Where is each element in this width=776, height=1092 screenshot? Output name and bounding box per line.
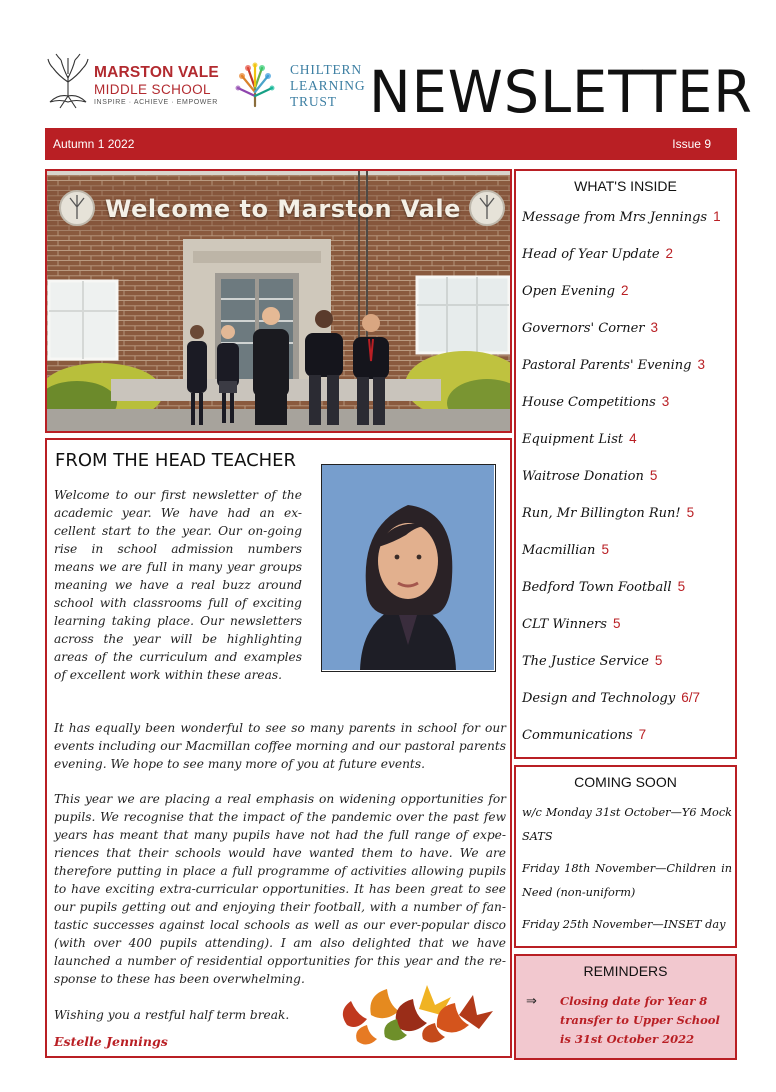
trust-name-line1: CHILTERN [290,62,362,77]
toc-page: 7 [638,727,647,742]
coming-soon-item: w/c Monday 31st October—Y6 Mock SATS [522,806,732,843]
toc-item[interactable] [522,283,628,299]
toc-item[interactable] [522,653,662,669]
toc-item[interactable] [522,727,646,743]
toc-label: The Justice Service [522,654,649,669]
toc-page: 2 [620,283,629,298]
issue-label: Issue 9 [672,137,711,151]
toc-page: 3 [661,394,670,409]
paragraph-closing: Wishing you a restful half term break. [54,1008,290,1022]
toc-page: 3 [650,320,659,335]
paragraph-welcome: Welcome to our first newsletter of the academic year. We have had an ex-cellent start to the year. Our on-going rise in school admission numbers means we are full in many year groups meaning we have a real buzz around school with classrooms full of exciting learning taking place. Our newsletters across the year will be highlighting areas of the curriculum and examples of excellent work within these areas. [54,488,302,682]
school-motto: INSPIRE · ACHIEVE · EMPOWER [94,99,218,106]
toc-label: Equipment List [522,432,624,447]
signature: Estelle Jennings [54,1034,168,1049]
toc-page: 5 [677,579,686,594]
toc-label: Bedford Town Football [522,580,672,595]
toc-item[interactable] [522,209,721,225]
toc-label: House Competitions [522,395,656,410]
head-teacher-portrait [321,464,496,672]
toc-label: Macmillian [522,543,596,558]
toc-label: CLT Winners [522,617,607,632]
toc-item[interactable] [522,357,705,373]
toc-item[interactable] [522,690,700,706]
school-name-line2: MIDDLE SCHOOL [94,82,211,97]
toc-label: Waitrose Donation [522,469,644,484]
head-teacher-section [45,438,512,1058]
autumn-leaves-icon [327,975,497,1053]
toc-page: 4 [629,431,637,446]
arrow-right-icon: ⇒ [526,994,537,1009]
toc-label: Pastoral Parents' Evening [522,358,692,373]
trust-name-line3: TRUST [290,94,337,109]
whats-inside-title: WHAT'S INSIDE [574,178,677,194]
school-name-line1: MARSTON VALE [94,64,219,81]
edition-label: Autumn 1 2022 [53,137,135,151]
school-logo [44,52,224,114]
toc-item[interactable] [522,246,673,262]
trust-logo [232,60,366,112]
section-title: FROM THE HEAD TEACHER [55,450,297,471]
trust-name-line2: LEARNING [290,78,366,93]
toc-item[interactable] [522,431,637,447]
toc-page: 3 [697,357,705,372]
paragraph-events: It has equally been wonderful to see so many parents in school for our events including our Macmillan coffee morning and our pastoral parents evening. We hope to see many more of you at future events. [54,721,506,771]
coming-soon-item: Friday 25th November—INSET day [522,918,726,931]
toc-item[interactable] [522,468,657,484]
school-tree-logo-icon [44,52,92,112]
toc-page: 5 [601,542,609,557]
toc-label: Head of Year Update [522,247,660,262]
toc-label: Open Evening [522,284,615,299]
toc-page: 2 [665,246,674,261]
reminders-title: REMINDERS [583,963,668,979]
coming-soon-title: COMING SOON [574,774,677,790]
toc-page: 1 [713,209,721,224]
toc-item[interactable] [522,616,620,632]
portrait-illustration [322,465,494,670]
toc-label: Governors' Corner [522,321,645,336]
whats-inside-box [514,169,737,759]
trust-tree-logo-icon [232,62,278,108]
toc-item[interactable] [522,542,609,558]
toc-item[interactable] [522,394,669,410]
edition-bar [45,128,737,160]
toc-item[interactable] [522,320,658,336]
toc-label: Communications [522,728,633,743]
coming-soon-box [514,765,737,948]
toc-page: 5 [612,616,621,631]
reminders-box [514,954,737,1060]
coming-soon-item: Friday 18th November—Children in Need (non-uniform) [522,862,732,899]
paragraph-opportunities: This year we are placing a real emphasis on widening opportunities for pupils. We recognise that the impact of the pandemic over the past few years has meant that many pupils have not had the full range of expe-riences that their schools would have wanted them to have. We are therefore putting in place a full programme of activities allowing pupils to have exciting extra-curricular opportunities. It has been great to see our pupils getting out and enjoying their football, with a number of fan-tastic successes against local schools as well as our ever-popular disco (with over 400 pupils attending). I am also delighted that we have launched a number of residential opportunities for this year and the re-sponse to these has been overwhelming. [54,792,506,986]
toc-page: 5 [686,505,695,520]
reminder-text: Closing date for Year 8 transfer to Upper School is 31st October 2022 [560,994,720,1046]
toc-label: Design and Technology [522,691,676,706]
toc-item[interactable] [522,579,685,595]
toc-page: 5 [654,653,663,668]
toc-label: Message from Mrs Jennings [522,210,708,225]
toc-item[interactable] [522,505,694,521]
newsletter-masthead: NEWSLETTER [369,58,753,126]
toc-page: 5 [649,468,658,483]
school-entrance-photo [45,169,512,433]
welcome-sign-text: Welcome to Marston Vale [105,195,461,223]
toc-page: 6/7 [681,690,700,705]
toc-label: Run, Mr Billington Run! [522,506,681,521]
